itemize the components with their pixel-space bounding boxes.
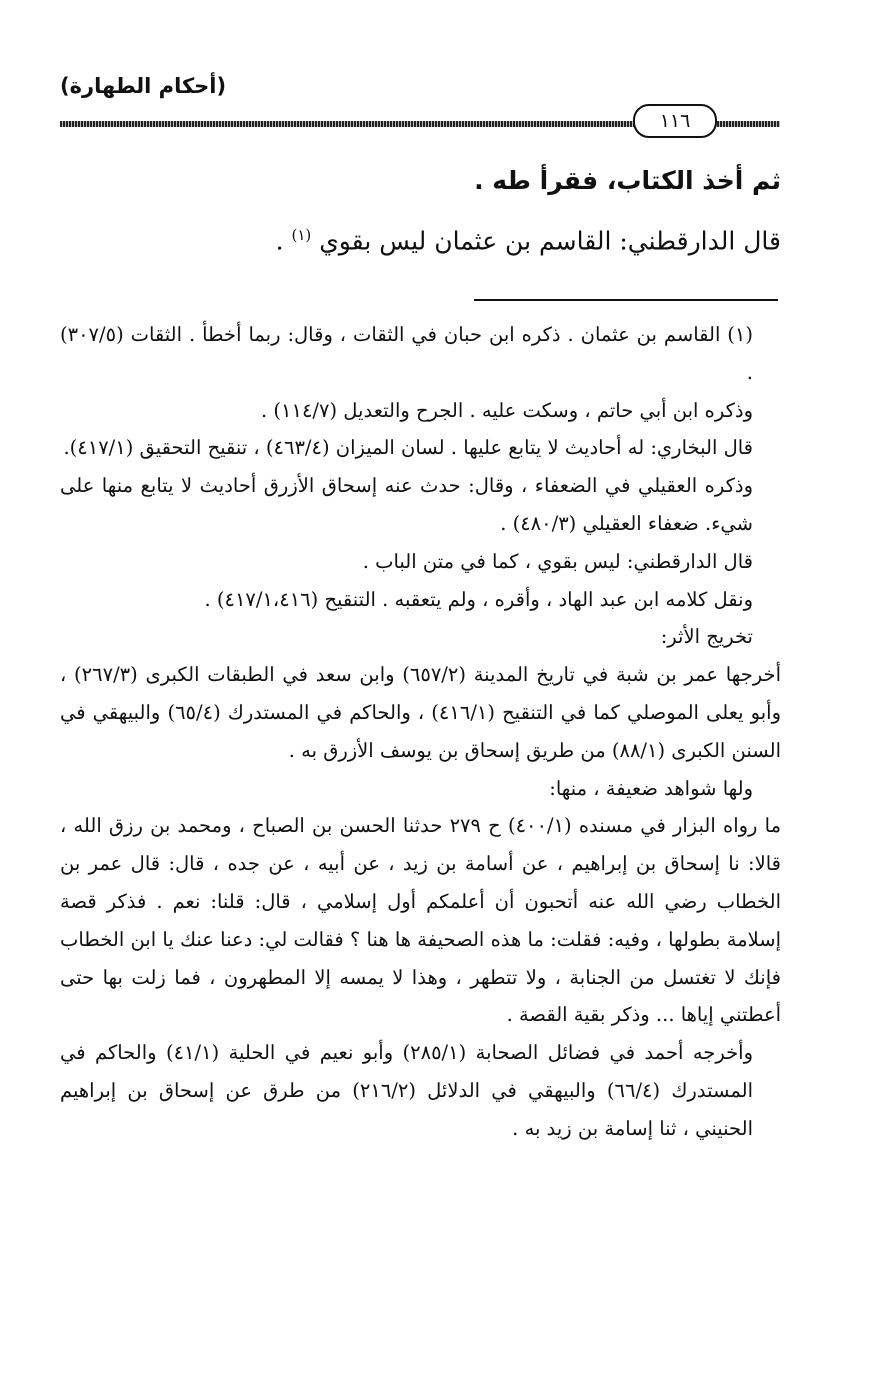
footnote-ref-1: (١) [291, 226, 312, 244]
book-title: (أحكام الطهارة) [60, 74, 227, 98]
footnotes [60, 316, 781, 1148]
footnote-separator [474, 299, 778, 301]
footnote-paragraph: وأخرجه أحمد في فضائل الصحابة (٢٨٥/١) وأبو نعيم في الحلية (٤١/١) والحاكم في المستدرك (٦٦/٤) والبيهقي في الدلائل (٢١٦/٢) من طرق عن إسحاق بن إبراهيم الحنيني ، ثنا إسامة بن زيد به . [60, 1041, 753, 1140]
footnote-paragraph: ما رواه البزار في مسنده (٤٠٠/١) ح ٢٧٩ حدثنا الحسن بن الصباح ، ومحمد بن رزق الله ، قالا: نا إسحاق بن إبراهيم ، عن أسامة بن زيد ، عن أبيه ، عن جده ، قال: قال عمر بن الخطاب رضي الله عنه أتحبون أن أعلمكم أول إسلامي ، قال: قلنا: نعم . فذكر قصة إسلامة بطولها ، وفيه: فقلت: ما هذه الصحيفة ها هنا ؟ فقالت لي: دعنا عنك يا ابن الخطاب فإنك لا تغتسل من الجنابة ، ولا تتطهر ، وهذا لا يمسه إلا المطهرون ، فما زلت بها حتى أعطتني إياها ... وذكر بقية القصة . [60, 814, 782, 1027]
footnote-paragraph: قال البخاري: له أحاديث لا يتابع عليها . لسان الميزان (٤٦٣/٤) ، تنقيح التحقيق (٤١٧/١). [63, 436, 753, 460]
main-text-line-1: ثم أخذ الكتاب، فقرأ طه . [474, 166, 781, 195]
main-text-line-2-body: قال الدارقطني: القاسم بن عثمان ليس بقوي [319, 226, 781, 256]
footnote-paragraph: تخريج الأثر: [660, 625, 753, 649]
footnote-paragraph: قال الدارقطني: ليس بقوي ، كما في متن الباب . [362, 549, 753, 573]
page-number: ١١٦ [633, 104, 717, 138]
main-text-line-2 [276, 226, 781, 255]
footnote-paragraph: ونقل كلامه ابن عبد الهاد ، وأقره ، ولم يتعقبه . التنقيح (٤١٧/١،٤١٦) . [204, 587, 753, 611]
footnote-paragraph: (١) القاسم بن عثمان . ذكره ابن حبان في الثقات ، وقال: ربما أخطأ . الثقات (٣٠٧/٥) . [60, 323, 753, 384]
footnote-paragraph: ولها شواهد ضعيفة ، منها: [549, 776, 753, 800]
footnote-paragraph: أخرجها عمر بن شبة في تاريخ المدينة (٦٥٧/٢) وابن سعد في الطبقات الكبرى (٢٦٧/٣) ، وأبو يعلى الموصلي كما في التنقيح (٤١٦/١) ، والحاكم في المستدرك (٦٥/٤) والبيهقي في السنن الكبرى (٨٨/١) من طريق إسحاق بن يوسف الأزرق به . [60, 663, 782, 762]
footnote-paragraph: وذكره العقيلي في الضعفاء ، وقال: حدث عنه إسحاق الأزرق أحاديث لا يتابع منها على شيء. ضعفاء العقيلي (٤٨٠/٣) . [60, 474, 753, 535]
footnote-paragraph: وذكره ابن أبي حاتم ، وسكت عليه . الجرح والتعديل (١١٤/٧) . [260, 398, 753, 422]
main-text-line-2-end: . [275, 226, 292, 256]
